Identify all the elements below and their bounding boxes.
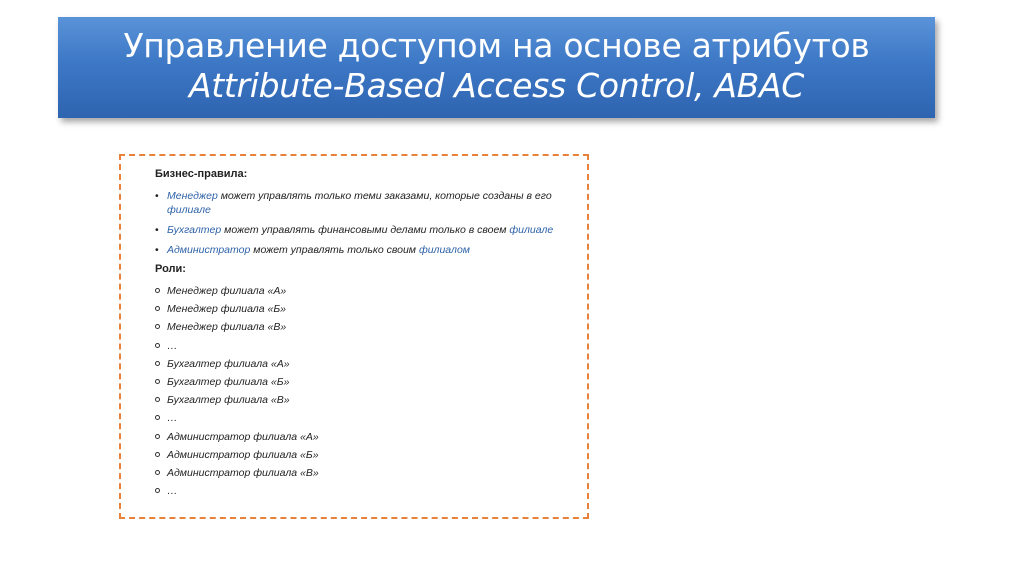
business-rule [155,223,571,237]
circle-bullet-icon [155,434,160,439]
circle-bullet-icon [155,452,160,457]
role-item [155,482,571,500]
role-item [155,391,571,409]
roles-heading: Роли: [155,263,186,275]
rule-text: может управлять только своим [250,244,419,256]
circle-bullet-icon [155,306,160,311]
bullet-icon: • [155,224,159,236]
title-line-english: Attribute-Based Access Control, ABAC [188,66,805,105]
bullet-icon: • [155,244,159,256]
role-item [155,318,571,336]
bullet-icon: • [155,190,159,202]
circle-bullet-icon [155,415,160,420]
role-item [155,464,571,482]
circle-bullet-icon [155,379,160,384]
circle-bullet-icon [155,324,160,329]
role-item [155,300,571,318]
rules-box [119,154,589,519]
role-label: Администратор филиала «Б» [167,448,319,461]
rule-object: филиалом [418,244,470,256]
circle-bullet-icon [155,361,160,366]
role-label: Менеджер филиала «В» [167,321,287,334]
role-item [155,409,571,427]
role-item [155,446,571,464]
circle-bullet-icon [155,288,160,293]
role-label: Администратор филиала «А» [167,430,319,443]
rule-role: Администратор [167,244,251,256]
circle-bullet-icon [155,470,160,475]
title-line-russian: Управление доступом на основе атрибутов [123,26,870,65]
role-label: … [167,412,178,425]
role-label: Бухгалтер филиала «Б» [167,375,290,388]
role-label: … [167,485,178,498]
rule-role: Бухгалтер [167,224,222,236]
business-rules-heading: Бизнес-правила: [155,168,248,180]
rule-object: филиале [509,224,554,236]
role-item [155,337,571,355]
circle-bullet-icon [155,488,160,493]
business-rule [155,243,571,257]
role-item [155,355,571,373]
role-item [155,428,571,446]
role-list [155,282,571,500]
role-label: … [167,339,178,352]
title-banner [58,17,935,118]
role-label: Администратор филиала «В» [167,466,319,479]
role-label: Бухгалтер филиала «А» [167,357,290,370]
role-label: Менеджер филиала «Б» [167,303,286,316]
rule-role: Менеджер [167,190,218,202]
business-rule [155,189,571,217]
role-label: Бухгалтер филиала «В» [167,394,290,407]
role-item [155,373,571,391]
circle-bullet-icon [155,397,160,402]
rule-object: филиале [167,204,211,216]
role-label: Менеджер филиала «А» [167,285,287,297]
rule-text: может управлять только теми заказами, которые созданы в его [217,190,552,202]
rule-text: может управлять финансовыми делами только в своем [221,224,510,236]
circle-bullet-icon [155,343,160,348]
role-item [155,282,571,300]
